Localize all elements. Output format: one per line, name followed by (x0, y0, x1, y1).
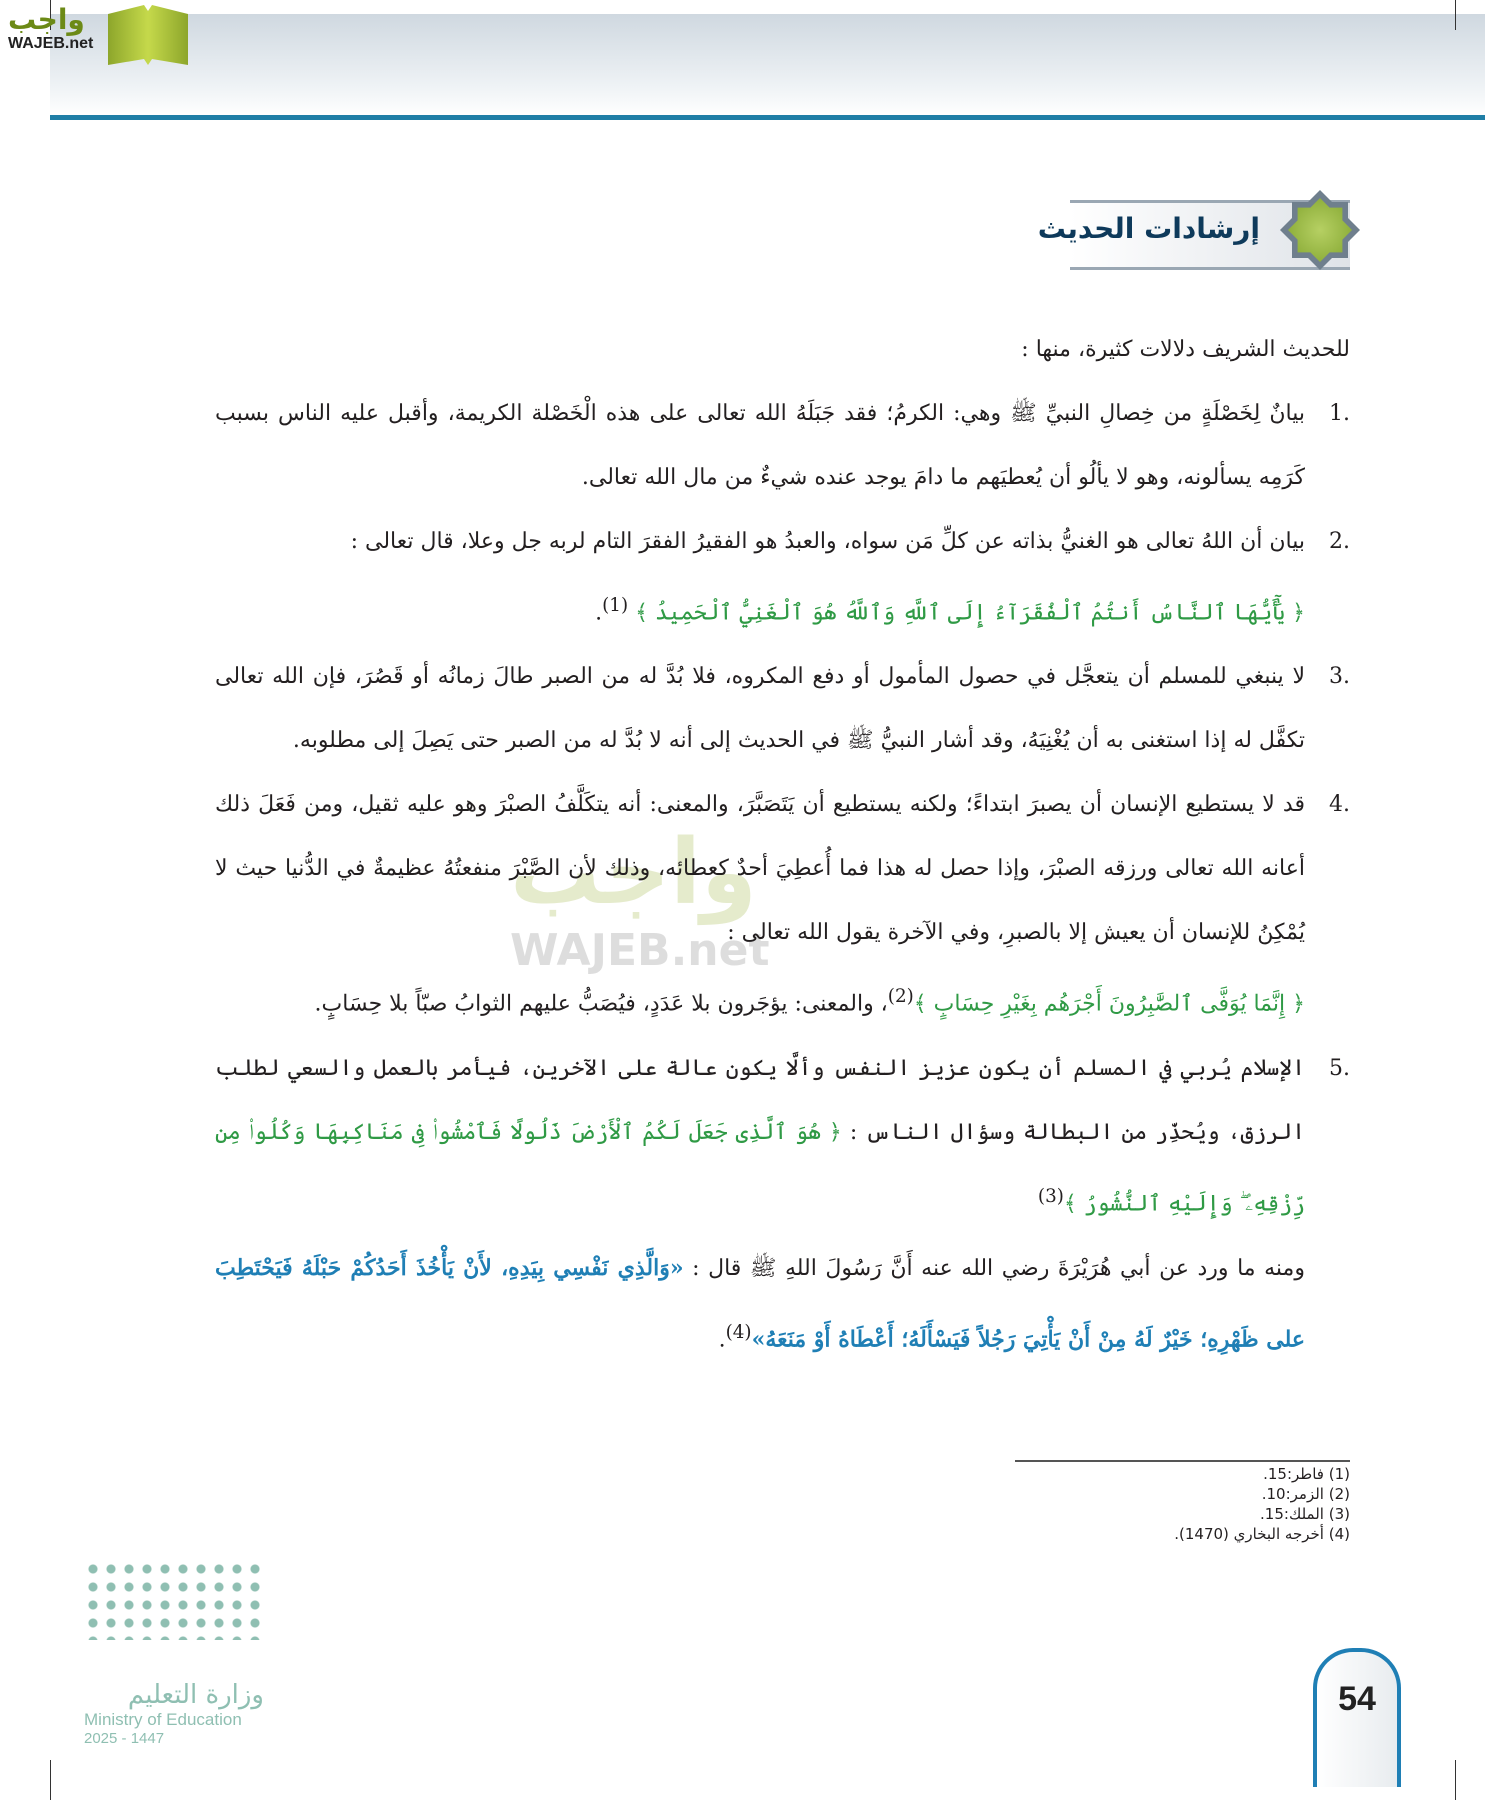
list-item: 4. قد لا يستطيع الإنسان أن يصبرَ ابتداءً؛ ولكنه يستطيع أن يَتَصَبَّرَ، والمعنى: أنه يتكَلَّفُ الصبْرَ وهو عليه ثقيل، ومن فَعَلَ ذلك أعانه الله تعالى ورزقه الصبْرَ، وإذا حصل له هذا فما أُعطِيَ أحدٌ كعطائه، وذلك لأن الصَّبْرَ منفعتُهُ عظيمةٌ في الدُّنيا حيث لا يُمْكِنُ للإنسان أن يعيش إلا بالصبرِ، وفي الآخرة يقول الله تعالى : ﴿ إِنَّمَا يُوَفَّى ٱلصَّٰبِرُونَ أَجْرَهُم بِغَيْرِ حِسَابٍ ﴾$^{(2)}$، والمعنى: يؤجَرون بلا عَدَدٍ، فيُصَبُّ عليهم الثوابُ صبّاً بلا حِسَابٍ. (215, 792, 1350, 1017)
quran-verse: ﴿ يَٰٓأَيُّهَا ٱلنَّاسُ أَنتُمُ ٱلْفُقَرَآءُ إِلَى ٱللَّهِ وَٱللَّهُ هُوَ ٱلْغَنِيُّ ٱلْحَمِيدُ ﴾ (635, 600, 1305, 626)
footnotes: (1) فاطر:15. (2) الزمر:10. (3) الملك:15. (4) أخرجه البخاري (1470). (1174, 1465, 1350, 1543)
ministry-dots-icon (84, 1560, 264, 1640)
list-item: 3. لا ينبغي للمسلم أن يتعجَّل في حصول المأمول أو دفع المكروه، فلا بُدَّ له من الصبر طالَ زمانُه أو قَصُرَ، فإن الله تعالى تكفَّل له إذا استغنى به أن يُغْنِيَهُ، وقد أشار النبيُّ ﷺ في الحديث إلى أنه لا بُدَّ له من الصبر حتى يَصِلَ إلى مطلوبه. (215, 664, 1350, 754)
content-body (215, 318, 1350, 1372)
footnote-divider (1015, 1460, 1350, 1462)
list-item: 1. بيانٌ لِخَصْلَةٍ من خِصالِ النبيِّ ﷺ وهي: الكرمُ؛ فقد جَبَلَهُ الله تعالى على هذه الْخَصْلة الكريمة، وأقبل عليه الناس بسبب كَرَمِه يسألونه، وهو لا يألُو أن يُعطيَهم ما دامَ يوجد عنده شيءٌ من مال الله تعالى. (215, 401, 1350, 490)
watermark: واجب WAJEB.net (510, 820, 770, 976)
list-item: 2. بيان أن اللهُ تعالى هو الغنيُّ بذاته عن كلِّ مَن سواه، والعبدُ هو الفقيرُ الفقرَ التام لربه جل وعلا، قال تعالى : ﴿ يَٰٓأَيُّهَا ٱلنَّاسُ أَنتُمُ ٱلْفُقَرَآءُ إِلَى ٱللَّهِ وَٱللَّهُ هُوَ ٱلْغَنِيُّ ٱلْحَمِيدُ ﴾ $^{(1)}$. (350, 529, 1350, 626)
wajeb-logo: واجب WAJEB.net (8, 3, 94, 52)
header-banner (50, 14, 1485, 116)
header-rule (50, 115, 1485, 120)
list-item: 5. الإسلام يُربي في المسلم أن يكون عزيز النفس وألَّا يكون عالة على الآخرين، فيأمر بالعمل والسعي لطلب الرزق، ويُحذِّر من البطالة وسؤال الناس : ﴿ هُوَ ٱلَّذِى جَعَلَ لَكُمُ ٱلْأَرْضَ ذَلُولًا فَٱمْشُوا۟ فِى مَنَاكِبِهَا وَكُلُوا۟ مِن رِّزْقِهِۦ ۖ وَإِلَيْهِ ٱلنُّشُورُ ﴾$^{(3)}$ ومنه ما ورد عن أبي هُرَيْرَةَ رضي الله عنه أَنَّ رَسُولَ اللهِ ﷺ قال : «وَالَّذِي نَفْسِي بِيَدِهِ، لأَنْ يَأْخُذَ أَحَدُكُمْ حَبْلَهُ فَيَحْتَطِبَ على ظَهْرِهِ؛ خَيْرٌ لَهُ مِنْ أَنْ يَأْتِيَ رَجُلاً فَيَسْأَلَهُ؛ أَعْطَاهُ أَوْ مَنَعَهُ»$^{(4)}$. (215, 1055, 1350, 1353)
book-icon (108, 5, 188, 65)
crop-mark (1455, 0, 1456, 30)
crop-mark (50, 1760, 51, 1800)
ministry-logo: وزارة التعليم Ministry of Education 2025 - 1447 (84, 1560, 264, 1747)
quran-verse: ﴿ هُوَ ٱلَّذِى جَعَلَ لَكُمُ ٱلْأَرْضَ ذَلُولًا فَٱمْشُوا۟ فِى مَنَاكِبِهَا وَكُلُوا۟ مِن رِّزْقِهِۦ ۖ وَإِلَيْهِ ٱلنُّشُورُ ﴾ (215, 1119, 1305, 1216)
quran-verse: ﴿ إِنَّمَا يُوَفَّى ٱلصَّٰبِرُونَ أَجْرَهُم بِغَيْرِ حِسَابٍ ﴾ (913, 991, 1305, 1017)
section-title: إرشادات الحديث (1037, 212, 1260, 245)
page-number: 54 (1338, 1680, 1376, 1718)
hadith-text: «وَالَّذِي نَفْسِي بِيَدِهِ، لأَنْ يَأْخُذَ أَحَدُكُمْ حَبْلَهُ فَيَحْتَطِبَ على ظَهْرِهِ؛ خَيْرٌ لَهُ مِنْ أَنْ يَأْتِيَ رَجُلاً فَيَسْأَلَهُ؛ أَعْطَاهُ أَوْ مَنَعَهُ» (215, 1254, 1305, 1353)
crop-mark (1455, 1760, 1456, 1800)
intro-text: للحديث الشريف دلالات كثيرة، منها : (1021, 337, 1350, 362)
